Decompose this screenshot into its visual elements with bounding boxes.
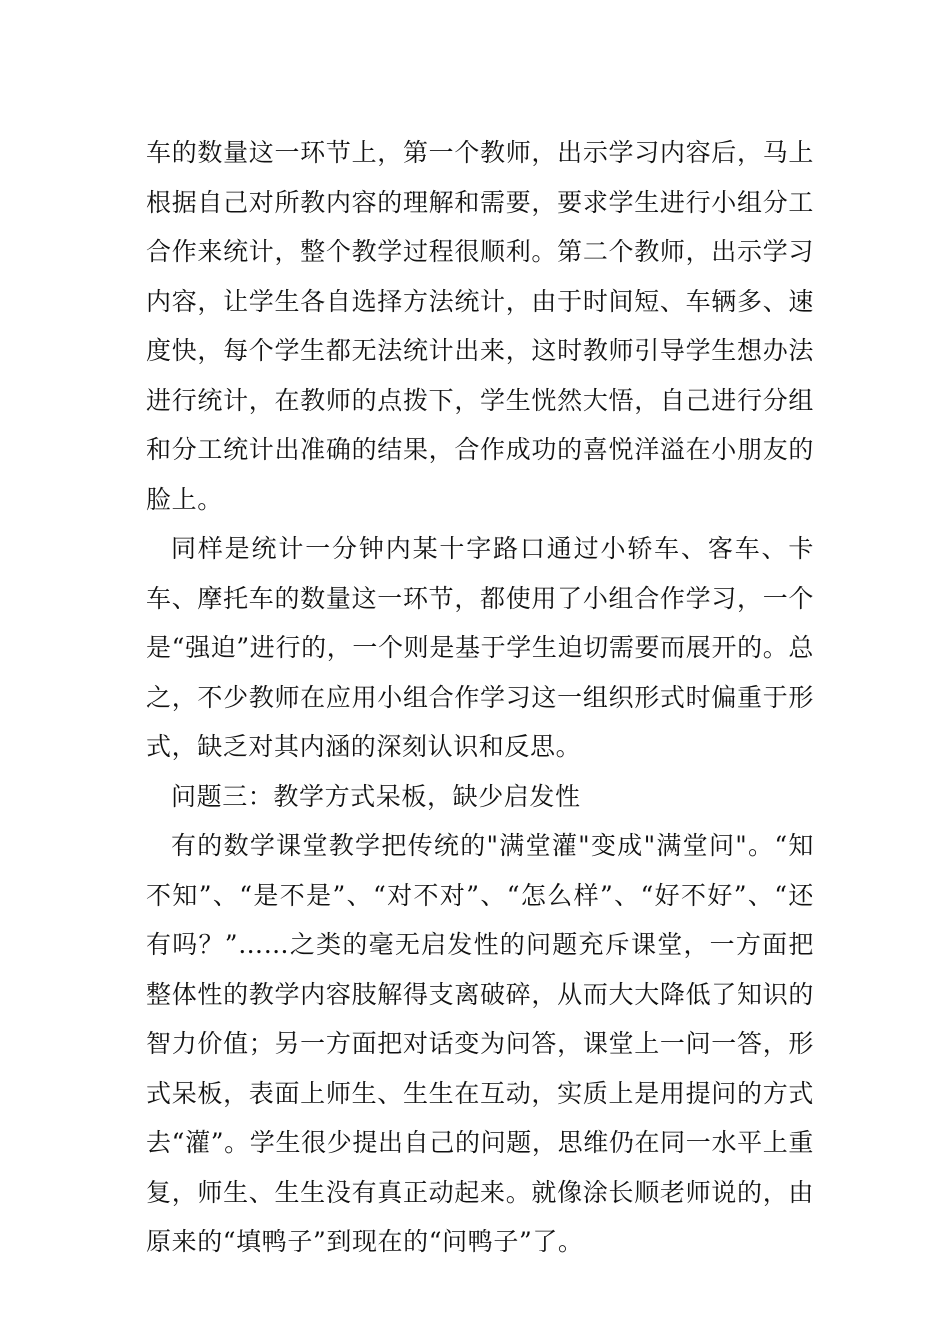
paragraph-continuation: 车的数量这一环节上，第一个教师，出示学习内容后，马上根据自己对所教内容的理解和需要，要求学生进行小组分工合作来统计，整个教学过程很顺利。第二个教师，出示学习内容，让学生各自选择方法统计，由于时间短、车辆多、速度快，每个学生都无法统计出来，这时教师引导学生想办法进行统计，在教师的点拨下，学生恍然大悟，自己进行分组和分工统计出准确的结果，合作成功的喜悦洋溢在小朋友的脸上。 xyxy=(146,138,814,514)
document-body xyxy=(146,128,814,1267)
paragraph-problem-three-body: 有的数学课堂教学把传统的"满堂灌"变成"满堂问"。“知不知”、“是不是”、“对不对”、“怎么样”、“好不好”、“还有吗？”……之类的毫无启发性的问题充斥课堂，一方面把整体性的教学内容肢解得支离破碎，从而大大降低了知识的智力价值；另一方面把对话变为问答，课堂上一问一答，形式呆板，表面上师生、生生在互动，实质上是用提问的方式去“灌”。学生很少提出自己的问题，思维仍在同一水平上重复，师生、生生没有真正动起来。就像涂长顺老师说的，由原来的“填鸭子”到现在的“问鸭子”了。 xyxy=(146,831,814,1256)
paragraph-statistics-comparison: 同样是统计一分钟内某十字路口通过小轿车、客车、卡车、摩托车的数量这一环节，都使用了小组合作学习，一个是“强迫”进行的，一个则是基于学生迫切需要而展开的。总之，不少教师在应用小组合作学习这一组织形式时偏重于形式，缺乏对其内涵的深刻认识和反思。 xyxy=(146,534,814,761)
section-heading-problem-three: 问题三：教学方式呆板，缺少启发性 xyxy=(171,781,581,811)
